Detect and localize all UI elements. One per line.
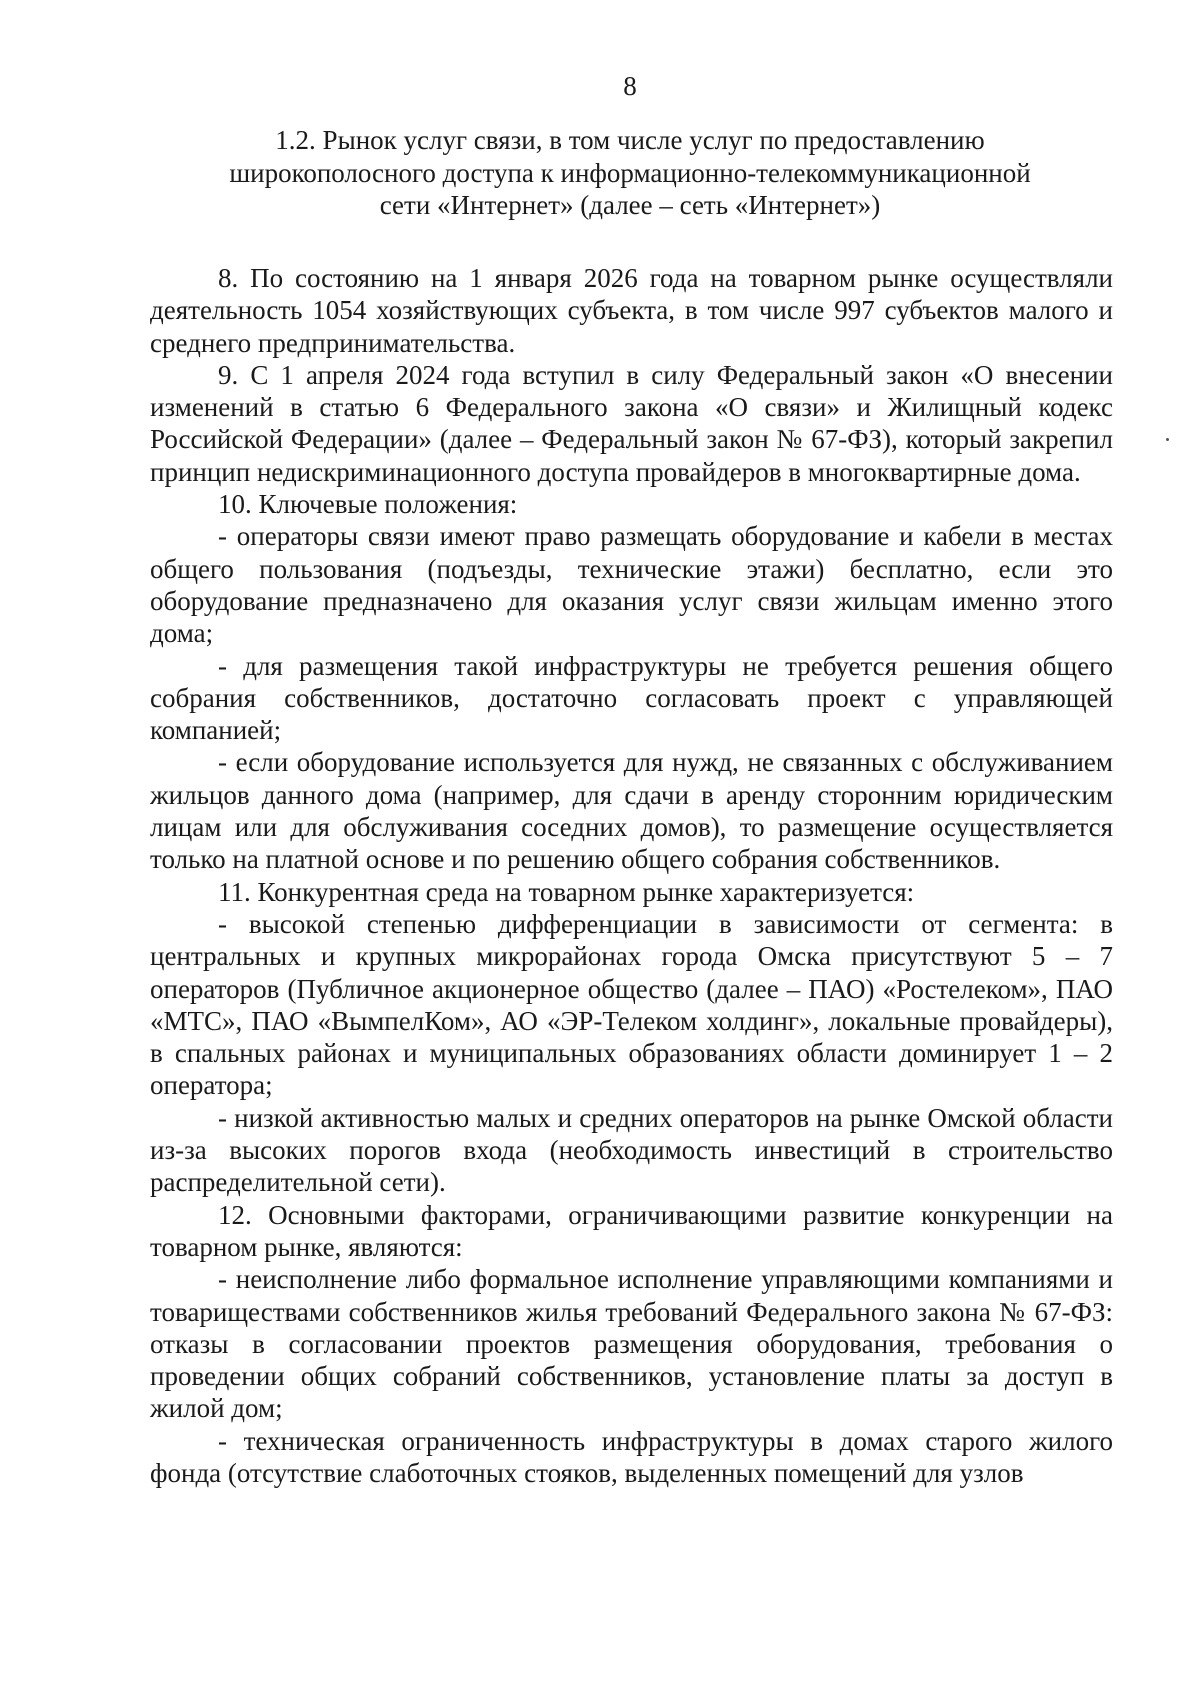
bullet-paragraph: - неисполнение либо формальное исполнение управляющими компаниями и товариществами собственников жилья требований Федерального закона № 67-ФЗ: отказы в согласовании проектов размещения оборудования, требования о проведении общих собраний собственников, установление платы за доступ в жилой дом; xyxy=(150,1264,1113,1424)
bullet-paragraph: - высокой степенью дифференциации в зависимости от сегмента: в центральных и крупных микрорайонах города Омска присутствуют 5 – 7 операторов (Публичное акционерное общество (далее – ПАО) «Ростелеком», ПАО «МТС», ПАО «ВымпелКом», АО «ЭР-Телеком холдинг», локальные провайдеры), в спальных районах и муниципальных образованиях области доминирует 1 – 2 оператора; xyxy=(150,908,1113,1101)
body-text xyxy=(150,262,1113,1489)
paragraph-item-8: 8. По состоянию на 1 января 2026 года на товарном рынке осуществляли деятельность 1054 хозяйствующих субъекта, в том числе 997 субъектов малого и среднего предпринимательства. xyxy=(150,263,1113,358)
scan-speck xyxy=(1166,438,1169,441)
paragraph-item-9: 9. С 1 апреля 2024 года вступил в силу Федеральный закон «О внесении изменений в статью 6 Федерального закона «О связи» и Жилищный кодекс Российской Федерации» (далее – Федеральный закон № 67-ФЗ), который закрепил принцип недискриминационного доступа провайдеров в многоквартирные дома. xyxy=(150,359,1113,487)
section-heading-line: широкополосного доступа к информационно-телекоммуникационной xyxy=(229,157,1031,188)
bullet-paragraph: - низкой активностью малых и средних операторов на рынке Омской области из-за высоких порогов входа (необходимость инвестиций в строительство распределительной сети). xyxy=(150,1102,1113,1198)
section-heading-line: 1.2. Рынок услуг связи, в том числе услуг по предоставлению xyxy=(275,125,985,155)
paragraph-item-11: 11. Конкурентная среда на товарном рынке характеризуется: xyxy=(218,876,915,907)
paragraph-item-10: 10. Ключевые положения: xyxy=(218,489,518,520)
bullet-paragraph: - для размещения такой инфраструктуры не требуется решения общего собрания собственников, достаточно согласовать проект с управляющей компанией; xyxy=(150,650,1113,746)
section-heading xyxy=(150,124,1110,222)
paragraph-item-12: 12. Основными факторами, ограничивающими развитие конкуренции на товарном рынке, являются: xyxy=(150,1199,1113,1262)
bullet-paragraph: - если оборудование используется для нужд, не связанных с обслуживанием жильцов данного дома (например, для сдачи в аренду сторонним юридическим лицам или для обслуживания соседних домов), то размещение осуществляется только на платной основе и по решению общего собрания собственников. xyxy=(150,747,1113,875)
bullet-paragraph: - техническая ограниченность инфраструктуры в домах старого жилого фонда (отсутствие слаботочных стояков, выделенных помещений для узлов xyxy=(150,1425,1113,1488)
bullet-paragraph: - операторы связи имеют право размещать оборудование и кабели в местах общего пользования (подъезды, технические этажи) бесплатно, если это оборудование предназначено для оказания услуг связи жильцам именно этого дома; xyxy=(150,521,1113,649)
page-number: 8 xyxy=(623,71,637,101)
section-heading-line: сети «Интернет» (далее – сеть «Интернет») xyxy=(379,190,881,220)
